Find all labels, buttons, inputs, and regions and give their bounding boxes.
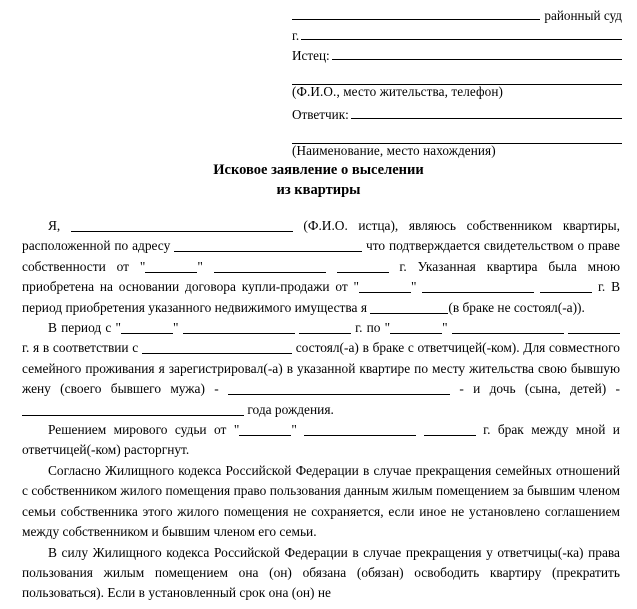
header-defendant-line	[292, 105, 622, 125]
p1-text-f: "	[411, 279, 417, 295]
header-city-line	[292, 26, 622, 46]
p1-text-e: г. Указанная квартира была мною приобретена на основании договора купли-продажи от "	[22, 258, 620, 295]
city-label: г.	[292, 28, 300, 43]
header-plaintiff-line	[292, 46, 622, 66]
p2-text-f: состоял(-а) в браке с ответчицей(-ком). Для совместного семейного проживания я зарегистрировал(-а) в указанной квартире по месту жительства свою бывшую жену (своего бывшего мужа) -	[22, 340, 620, 397]
court-label: районный суд	[544, 8, 622, 23]
children-names-blank[interactable]	[22, 403, 244, 416]
contract-month-blank[interactable]	[422, 280, 534, 293]
p1-text-d: "	[197, 258, 203, 274]
p1-text-b: (Ф.И.О. истца), являюсь собственником квартиры, расположенной по адресу	[22, 218, 620, 254]
header-court-line	[292, 6, 622, 26]
defendant-label: Ответчик:	[292, 107, 349, 122]
period-from-year-blank[interactable]	[299, 321, 351, 334]
cert-month-blank[interactable]	[214, 260, 326, 273]
p1-text-g: г. В период приобретения указанного недвижимого имущества я	[22, 279, 620, 315]
p1-text-c: что подтверждается свидетельством о праве собственности от "	[22, 238, 620, 274]
paragraph-3	[22, 420, 620, 461]
contract-day-blank[interactable]	[359, 280, 411, 293]
p2-text-a: В период с "	[48, 320, 122, 336]
p2-text-e: г. я в соответствии с	[22, 340, 139, 356]
period-to-day-blank[interactable]	[390, 321, 442, 334]
divorce-day-blank[interactable]	[239, 423, 291, 436]
ex-spouse-name-blank[interactable]	[228, 382, 450, 395]
paragraph-5: В силу Жилищного кодекса Российской Федерации в случае прекращения у ответчицы(-ка) права пользования жилым помещением она (он) обязана (обязан) освободить квартиру (прекратить пользоваться). Если в установленный срок она (он) не	[22, 544, 620, 601]
plaintiff-caption: (Ф.И.О., место жительства, телефон)	[292, 84, 503, 99]
title-line-2: из квартиры	[276, 182, 361, 198]
plaintiff-blank[interactable]	[332, 46, 622, 60]
cert-day-blank[interactable]	[145, 260, 197, 273]
document-title	[0, 160, 637, 200]
period-to-month-blank[interactable]	[452, 321, 564, 334]
plaintiff-label: Истец:	[292, 48, 330, 63]
p3-text-b: "	[291, 422, 297, 438]
p2-text-b: "	[173, 320, 179, 336]
defendant-details-blank[interactable]	[292, 125, 622, 144]
p2-text-g: - и дочь (сына, детей) -	[459, 381, 620, 397]
p1-text-h: (в браке не состоял(-а)).	[448, 299, 585, 315]
marital-status-blank[interactable]	[370, 301, 448, 314]
defendant-caption: (Наименование, место нахождения)	[292, 143, 496, 158]
p1-text-a: Я,	[48, 218, 61, 233]
period-to-year-blank[interactable]	[568, 321, 620, 334]
court-name-blank[interactable]	[292, 6, 540, 20]
plaintiff-name-blank[interactable]	[71, 219, 293, 232]
marriage-basis-blank[interactable]	[142, 341, 292, 354]
p2-text-c: г. по "	[355, 320, 391, 336]
divorce-year-blank[interactable]	[424, 423, 476, 436]
contract-year-blank[interactable]	[540, 280, 592, 293]
divorce-month-blank[interactable]	[304, 423, 416, 436]
period-from-month-blank[interactable]	[183, 321, 295, 334]
city-blank[interactable]	[301, 26, 622, 40]
p3-text-a: Решением мирового судьи от "	[48, 422, 240, 438]
p2-text-h: года рождения.	[247, 401, 334, 417]
p3-text-c: г. брак между мной и ответчицей(-ком) расторгнут.	[22, 422, 620, 458]
paragraph-2	[22, 318, 620, 420]
document-body	[22, 216, 620, 604]
cert-year-blank[interactable]	[337, 260, 389, 273]
title-line-1: Исковое заявление о выселении	[213, 162, 424, 178]
paragraph-4: Согласно Жилищного кодекса Российской Федерации в случае прекращения семейных отношений с собственником жилого помещения право пользования данным жилым помещением за бывшим членом семьи собственника этого жилого помещения не сохраняется, если иное не установлено соглашением между собственником и бывшим членом его семьи.	[22, 462, 620, 540]
p2-text-d: "	[442, 320, 448, 336]
apartment-address-blank[interactable]	[174, 239, 362, 252]
paragraph-1	[22, 216, 620, 318]
court-header-block	[292, 6, 622, 164]
plaintiff-details-blank[interactable]	[292, 66, 622, 85]
period-from-day-blank[interactable]	[121, 321, 173, 334]
defendant-blank[interactable]	[351, 105, 622, 119]
